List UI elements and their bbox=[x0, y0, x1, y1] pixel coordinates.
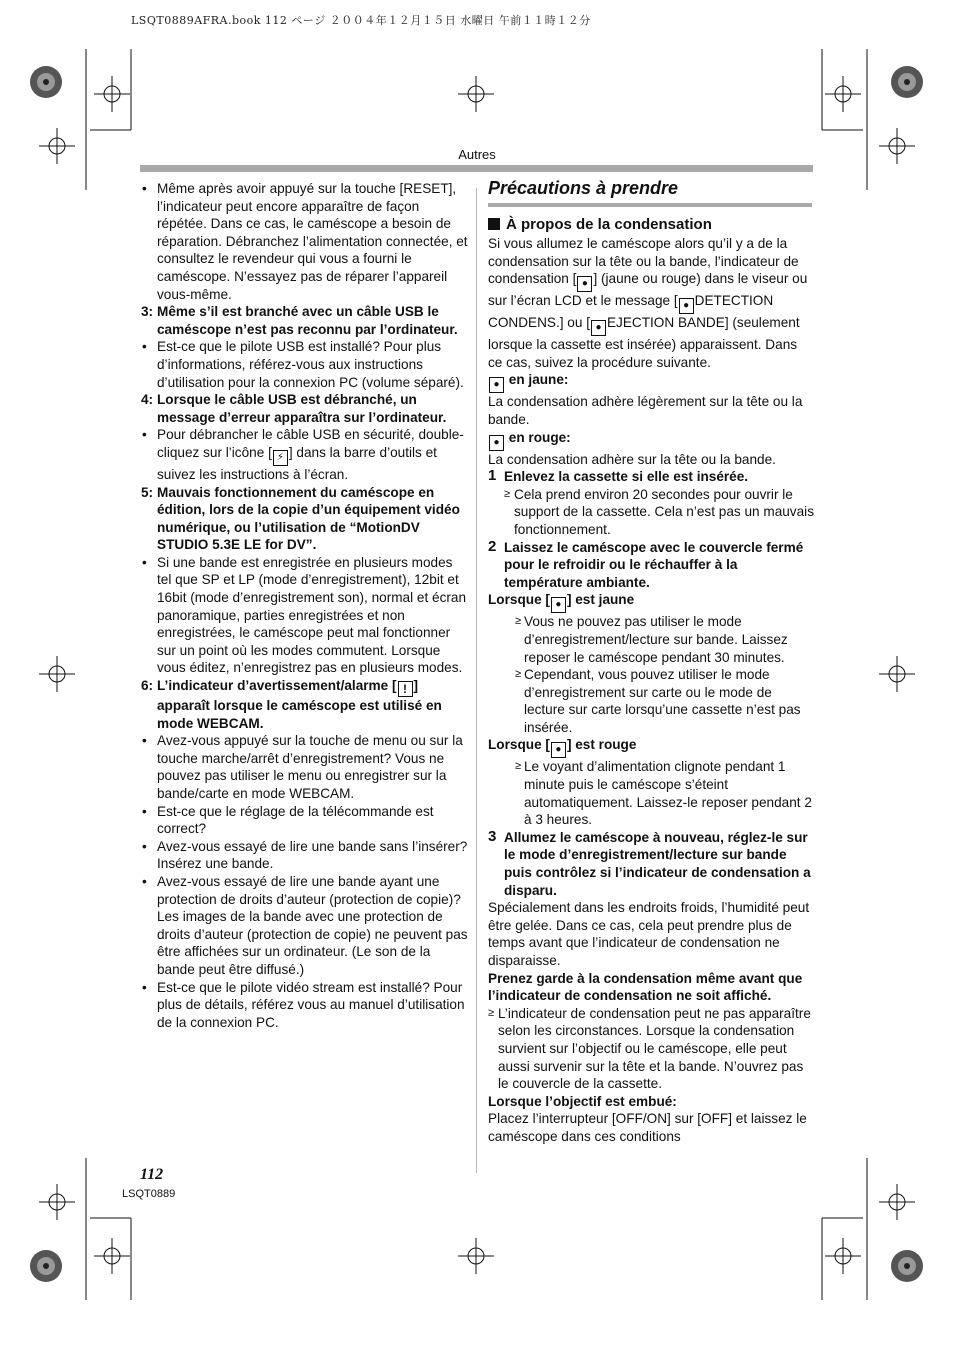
lens-text: Placez l’interrupteur [OFF/ON] sur [OFF] et laissez le caméscope dans ces conditions bbox=[488, 1111, 807, 1144]
numbered-issue: 3: Même s’il est branché avec un câble USB le caméscope n’est pas reconnu par l’ordinateur. bbox=[141, 304, 458, 337]
water-drop-icon: ● bbox=[577, 276, 592, 292]
water-drop-icon: ● bbox=[551, 742, 566, 758]
page-title: Précautions à prendre bbox=[488, 178, 679, 198]
list-item: ≥ L’indicateur de condensation peut ne pas apparaître selon les circonstances. Lorsque la condensation survient sur l’objectif ou le caméscope, elle peut aussi survenir sur la tête et la bande. N’ouvrez pas le couvercle de la cassette. bbox=[488, 1005, 811, 1092]
when-yellow-heading: Lorsque [ ● ] est jaune bbox=[488, 591, 814, 613]
list-item: • Est-ce que le réglage de la télécommande est correct? bbox=[142, 803, 434, 837]
list-item: ≥ Cela prend environ 20 secondes pour ouvrir le support de la cassette. Cela n’est pas un mauvais fonctionnement. bbox=[504, 486, 814, 537]
column-divider bbox=[476, 188, 477, 1173]
water-drop-icon: ● bbox=[489, 435, 504, 451]
title-rule bbox=[488, 203, 812, 207]
list-item: • Même après avoir appuyé sur la touche [RESET], l’indicateur peut encore apparaître de façon répétée. Dans ce cas, le caméscope a besoin de réparation. Débranchez l’alimentation connectée, et consultez le revendeur qui vous a fourni le caméscope. N’essayez pas de réparer l’appareil vous-même. bbox=[142, 181, 468, 302]
step-3: 3 Allumez le caméscope à nouveau, réglez-le sur le mode d’enregistrement/lecture sur bande puis contrôlez si l’indicateur de condensation a disparu. bbox=[488, 827, 811, 898]
list-item: • Avez-vous appuyé sur la touche de menu ou sur la touche marche/arrêt d’enregistrement? Vous ne pouvez pas utiliser le menu ou enregistrer sur la bande/carte en mode WEBCAM. bbox=[142, 733, 463, 801]
red-label: ● en rouge: bbox=[488, 429, 814, 451]
step-1: 1 Enlevez la cassette si elle est insérée. bbox=[488, 467, 749, 485]
list-item: • Avez-vous essayé de lire une bande ayant une protection de droits d’auteur (protection de copie)? Les images de la bande avec une protection de droits d’auteur (protection de copie) ne peuvent pas être affichées sur un ordinateur. (Le son de la bande peut être diffusé.) bbox=[142, 873, 468, 977]
subheading: À propos de la condensation bbox=[488, 215, 814, 234]
water-drop-icon: ● bbox=[679, 298, 694, 314]
when-red-heading: Lorsque [ ● ] est rouge bbox=[488, 736, 814, 758]
step-2: 2 Laissez le caméscope avec le couvercle fermé pour le refroidir ou le réchauffer à la température ambiante. bbox=[488, 537, 804, 590]
right-column bbox=[488, 215, 814, 1146]
list-item: • Est-ce que le pilote vidéo stream est installé? Pour plus de détails, référez vous au manuel d’utilisation de la connexion PC. bbox=[142, 979, 465, 1030]
water-drop-icon: ● bbox=[489, 377, 504, 393]
document-code: LSQT0889 bbox=[122, 1188, 176, 1200]
cold-text: Spécialement dans les endroits froids, l’humidité peut être gelée. Dans ce cas, cela peut prendre plus de temps avant que l’indicateur de condensation ne disparaisse. bbox=[488, 900, 810, 968]
list-item: • Est-ce que le pilote USB est installé? Pour plus d’informations, référez-vous aux instructions d’utilisation pour la connexion PC (volume séparé). bbox=[142, 339, 464, 390]
numbered-issue: 6: L’indicateur d’avertissement/alarme [ ! ] apparaît lorsque le caméscope est utilisé en mode WEBCAM. bbox=[141, 678, 442, 731]
list-item: • Avez-vous essayé de lire une bande sans l’insérer? Insérez une bande. bbox=[142, 838, 468, 872]
lens-bold: Lorsque l’objectif est embué: bbox=[488, 1093, 677, 1109]
list-item: • Pour débrancher le câble USB en sécurité, double-cliquez sur l’icône [ ⚡ ] dans la barre d’outils et suivez les instructions à l’écran. bbox=[142, 427, 464, 482]
usb-safe-remove-icon: ⚡ bbox=[273, 450, 288, 466]
section-label: Autres bbox=[458, 147, 496, 162]
left-column bbox=[141, 180, 468, 1031]
water-drop-icon: ● bbox=[591, 320, 606, 336]
list-item: ≥ Cependant, vous pouvez utiliser le mode d’enregistrement sur carte ou le mode de lecture sur carte lorsqu’une cassette n’est pas insérée. bbox=[515, 667, 801, 735]
print-header: LSQT0889AFRA.book 112 ページ ２００４年１２月１５日 水曜日 午前１１時１２分 bbox=[131, 14, 591, 27]
numbered-issue: 5: Mauvais fonctionnement du caméscope en édition, lors de la copie d’un équipement vidéo numérique, ou l’utilisation de “MotionDV STUDIO 5.3E LE for DV”. bbox=[141, 484, 460, 553]
page-number: 112 bbox=[140, 1166, 164, 1183]
yellow-text: La condensation adhère légèrement sur la tête ou la bande. bbox=[488, 394, 803, 427]
square-bullet-icon bbox=[488, 218, 500, 230]
numbered-issue: 4: Lorsque le câble USB est débranché, un message d’erreur apparaîtra sur l’ordinateur. bbox=[141, 392, 447, 425]
list-item: ≥ Vous ne pouvez pas utiliser le mode d’enregistrement/lecture sur bande. Laissez reposer le caméscope pendant 30 minutes. bbox=[515, 614, 788, 665]
care-bold: Prenez garde à la condensation même avant que l’indicateur de condensation ne soit affiché. bbox=[488, 970, 803, 1004]
list-item: ≥ Le voyant d’alimentation clignote pendant 1 minute puis le caméscope s’éteint automatiquement. Laissez-le reposer pendant 2 à 3 heures. bbox=[515, 759, 812, 828]
list-item: • Si une bande est enregistrée en plusieurs modes tel que SP et LP (mode d’enregistrement), 12bit et 16bit (mode d’enregistrement son), normal et écran panoramique, parties enregistrées et non enregistrées, le caméscope peut mal fonctionner sur un point où les modes commutent. Lorsque vous éditez, n’enregistrez pas en plusieurs modes. bbox=[142, 554, 467, 676]
red-text: La condensation adhère sur la tête ou la bande. bbox=[488, 451, 776, 467]
intro-text: Si vous allumez le caméscope alors qu’il y a de la condensation sur la tête ou la bande, l’indicateur de condensation [ ● ] (jaune ou rouge) dans le viseur ou sur l’écran LCD et le message [ ● DETECTION CONDENS.] ou [ ● EJECTION BANDE] (seulement lorsque la cassette est insérée) apparaissent. Dans ce cas, suivez la procédure suivante. bbox=[488, 236, 808, 370]
water-drop-icon: ● bbox=[551, 597, 566, 613]
section-rule bbox=[140, 165, 813, 172]
warning-icon: ! bbox=[398, 681, 413, 697]
yellow-label: ● en jaune: bbox=[488, 371, 814, 393]
